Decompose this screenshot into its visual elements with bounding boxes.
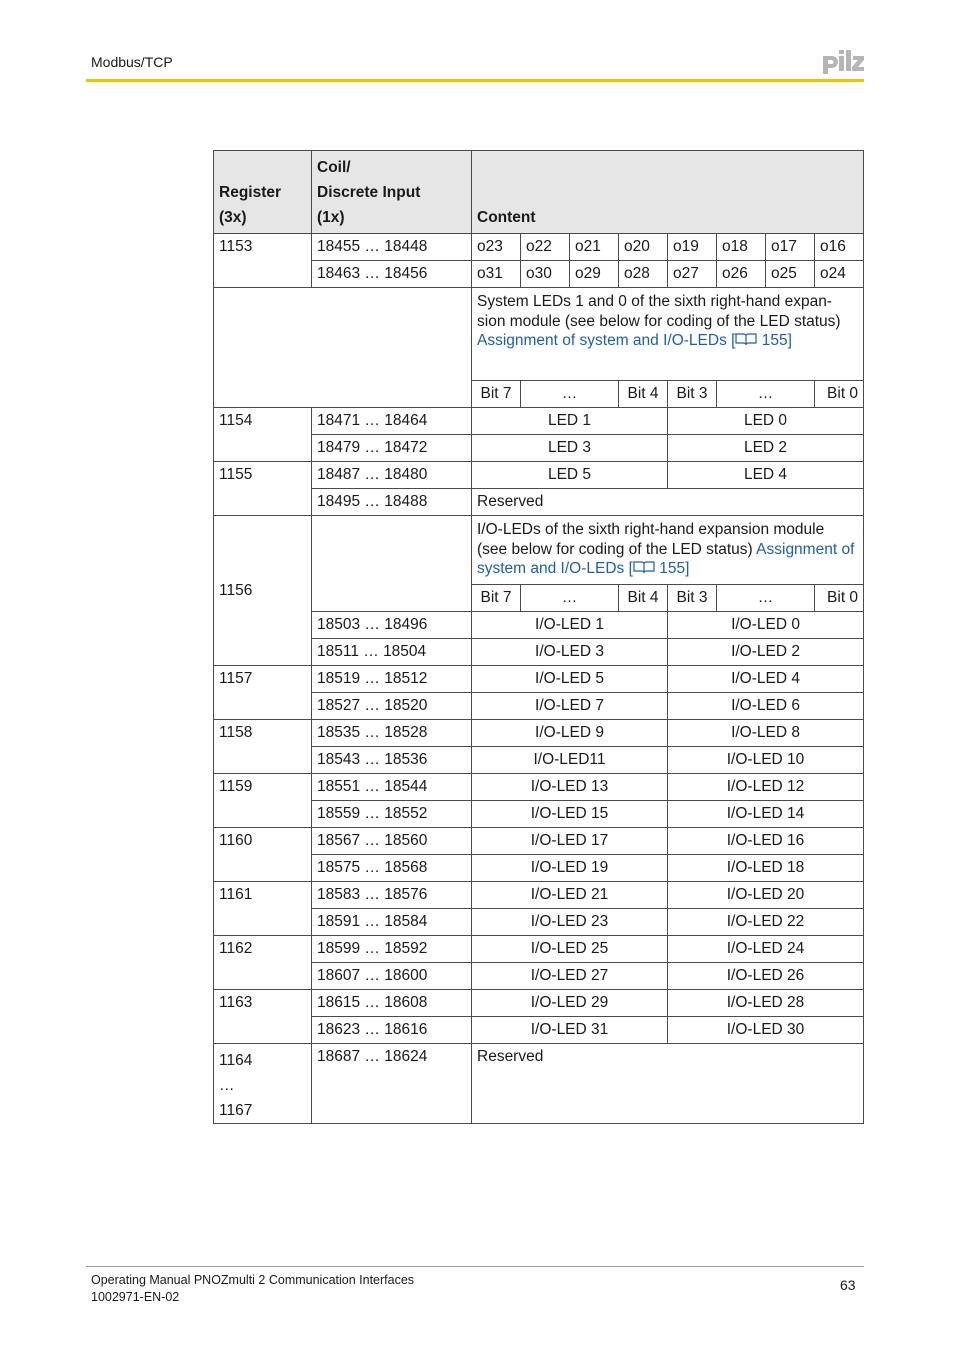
- bit-label: Bit 4: [619, 381, 668, 408]
- led-cell: I/O-LED 29: [472, 990, 668, 1017]
- page-number: 63: [840, 1277, 856, 1293]
- led-cell: I/O-LED 17: [472, 828, 668, 855]
- led-cell: LED 2: [668, 435, 864, 462]
- running-header-title: Modbus/TCP: [91, 54, 173, 70]
- range-cell: 18623 … 18616: [312, 1017, 472, 1044]
- header-content: Content: [472, 151, 864, 234]
- bit-cell: o17: [766, 234, 815, 261]
- led-cell: LED 1: [472, 408, 668, 435]
- bit-label: …: [521, 381, 619, 408]
- table-row: [214, 288, 864, 381]
- range-cell: 18687 … 18624: [312, 1044, 472, 1124]
- range-cell: 18511 … 18504: [312, 639, 472, 666]
- bit-cell: o18: [717, 234, 766, 261]
- header-rule: [86, 79, 864, 82]
- bit-label: …: [717, 585, 815, 612]
- bit-cell: o20: [619, 234, 668, 261]
- bit-cell: o25: [766, 261, 815, 288]
- footer-rule: [86, 1266, 864, 1267]
- range-cell: 18575 … 18568: [312, 855, 472, 882]
- bit-label: Bit 7: [472, 381, 521, 408]
- led-cell: I/O-LED 5: [472, 666, 668, 693]
- range-cell: 18615 … 18608: [312, 990, 472, 1017]
- led-cell: LED 5: [472, 462, 668, 489]
- reserved-cell: Reserved: [472, 1044, 864, 1124]
- led-cell: LED 3: [472, 435, 668, 462]
- range-cell: 18495 … 18488: [312, 489, 472, 516]
- register-cell: 1157: [214, 666, 312, 720]
- range-cell: 18479 … 18472: [312, 435, 472, 462]
- assignment-link[interactable]: Assignment of system and I/O-LEDs [ 155]: [477, 540, 855, 577]
- bit-cell: o26: [717, 261, 766, 288]
- table-row: [214, 693, 864, 720]
- assignment-link[interactable]: Assignment of system and I/O-LEDs [ 155]: [477, 332, 792, 349]
- bit-label: Bit 0: [815, 585, 864, 612]
- table-row: [214, 261, 864, 288]
- bit-label: …: [521, 585, 619, 612]
- led-cell: I/O-LED 9: [472, 720, 668, 747]
- register-cell: 1153: [214, 234, 312, 288]
- led-cell: I/O-LED 14: [668, 801, 864, 828]
- book-icon: [735, 332, 757, 346]
- table-row: [214, 1017, 864, 1044]
- bit-cell: o30: [521, 261, 570, 288]
- led-cell: I/O-LED 25: [472, 936, 668, 963]
- led-cell: I/O-LED 27: [472, 963, 668, 990]
- led-cell: I/O-LED 7: [472, 693, 668, 720]
- led-cell: I/O-LED 15: [472, 801, 668, 828]
- bit-cell: o24: [815, 261, 864, 288]
- range-cell: 18583 … 18576: [312, 882, 472, 909]
- range-cell: 18527 … 18520: [312, 693, 472, 720]
- led-cell: I/O-LED 10: [668, 747, 864, 774]
- register-cell: 1163: [214, 990, 312, 1044]
- led-cell: I/O-LED 4: [668, 666, 864, 693]
- range-cell: 18607 … 18600: [312, 963, 472, 990]
- range-cell: 18599 … 18592: [312, 936, 472, 963]
- bit-label: …: [717, 381, 815, 408]
- bit-label: Bit 3: [668, 381, 717, 408]
- range-cell: 18519 … 18512: [312, 666, 472, 693]
- table-row: [214, 435, 864, 462]
- table-row: [214, 774, 864, 801]
- led-cell: LED 0: [668, 408, 864, 435]
- range-cell: 18567 … 18560: [312, 828, 472, 855]
- led-cell: I/O-LED 24: [668, 936, 864, 963]
- bit-label: Bit 4: [619, 585, 668, 612]
- bit-label: Bit 0: [815, 381, 864, 408]
- led-cell: I/O-LED 0: [668, 612, 864, 639]
- header-coil: Coil/ Discrete Input (1x): [312, 151, 472, 234]
- range-cell: 18455 … 18448: [312, 234, 472, 261]
- register-cell: 1160: [214, 828, 312, 882]
- table-row: [214, 489, 864, 516]
- table-row: [214, 462, 864, 489]
- led-cell: I/O-LED 26: [668, 963, 864, 990]
- led-cell: I/O-LED 20: [668, 882, 864, 909]
- table-row: [214, 612, 864, 639]
- led-cell: I/O-LED 30: [668, 1017, 864, 1044]
- table-row: [214, 882, 864, 909]
- register-table: [213, 150, 864, 1124]
- bit-cell: o23: [472, 234, 521, 261]
- table-row: [214, 747, 864, 774]
- led-cell: LED 4: [668, 462, 864, 489]
- empty-cell: [312, 516, 472, 612]
- register-cell: 1158: [214, 720, 312, 774]
- range-cell: 18535 … 18528: [312, 720, 472, 747]
- led-cell: I/O-LED 3: [472, 639, 668, 666]
- bit-cell: o29: [570, 261, 619, 288]
- header-register: Register (3x): [214, 151, 312, 234]
- book-icon: [633, 560, 655, 574]
- range-cell: 18543 … 18536: [312, 747, 472, 774]
- table-row: [214, 516, 864, 585]
- led-cell: I/O-LED 23: [472, 909, 668, 936]
- bit-cell: o21: [570, 234, 619, 261]
- footer-manual-title: Operating Manual PNOZmulti 2 Communication Interfaces: [91, 1273, 415, 1287]
- table-header-row: [214, 151, 864, 234]
- pilz-logo-icon: [822, 50, 864, 76]
- register-cell: 1164 … 1167: [214, 1044, 312, 1124]
- led-cell: I/O-LED 22: [668, 909, 864, 936]
- register-cell: 1159: [214, 774, 312, 828]
- bit-cell: o31: [472, 261, 521, 288]
- led-cell: I/O-LED 16: [668, 828, 864, 855]
- led-cell: I/O-LED 6: [668, 693, 864, 720]
- range-cell: 18503 … 18496: [312, 612, 472, 639]
- table-row: [214, 1044, 864, 1124]
- table-row: [214, 990, 864, 1017]
- range-cell: 18463 … 18456: [312, 261, 472, 288]
- led-cell: I/O-LED 28: [668, 990, 864, 1017]
- table-row: [214, 909, 864, 936]
- led-cell: I/O-LED 19: [472, 855, 668, 882]
- bit-cell: o22: [521, 234, 570, 261]
- bit-cell: o28: [619, 261, 668, 288]
- reserved-cell: Reserved: [472, 489, 864, 516]
- table-row: [214, 234, 864, 261]
- table-row: [214, 936, 864, 963]
- register-cell: 1154: [214, 408, 312, 462]
- range-cell: 18551 … 18544: [312, 774, 472, 801]
- system-leds-description: System LEDs 1 and 0 of the sixth right-hand expan-sion module (see below for coding of the LED status) Assignment of system and I/O-LEDs [ 155]: [472, 288, 864, 381]
- register-cell: 1156: [214, 516, 312, 666]
- footer-doc-number: 1002971-EN-02: [91, 1290, 180, 1304]
- led-cell: I/O-LED11: [472, 747, 668, 774]
- register-cell: 1155: [214, 462, 312, 516]
- bit-label: Bit 7: [472, 585, 521, 612]
- table-row: [214, 639, 864, 666]
- range-cell: 18591 … 18584: [312, 909, 472, 936]
- table-row: [214, 666, 864, 693]
- table-row: [214, 801, 864, 828]
- led-cell: I/O-LED 1: [472, 612, 668, 639]
- led-cell: I/O-LED 2: [668, 639, 864, 666]
- table-row: [214, 408, 864, 435]
- table-row: [214, 855, 864, 882]
- table-row: [214, 720, 864, 747]
- empty-cell: [214, 288, 472, 408]
- led-cell: I/O-LED 12: [668, 774, 864, 801]
- led-cell: I/O-LED 18: [668, 855, 864, 882]
- bit-cell: o19: [668, 234, 717, 261]
- led-cell: I/O-LED 21: [472, 882, 668, 909]
- range-cell: 18471 … 18464: [312, 408, 472, 435]
- led-cell: I/O-LED 8: [668, 720, 864, 747]
- table-row: [214, 963, 864, 990]
- range-cell: 18559 … 18552: [312, 801, 472, 828]
- register-cell: 1161: [214, 882, 312, 936]
- bit-cell: o27: [668, 261, 717, 288]
- bit-label: Bit 3: [668, 585, 717, 612]
- register-cell: 1162: [214, 936, 312, 990]
- led-cell: I/O-LED 31: [472, 1017, 668, 1044]
- led-cell: I/O-LED 13: [472, 774, 668, 801]
- range-cell: 18487 … 18480: [312, 462, 472, 489]
- io-leds-description: I/O-LEDs of the sixth right-hand expansion module (see below for coding of the LED status) Assignment of system and I/O-LEDs [ 155]: [472, 516, 864, 585]
- bit-cell: o16: [815, 234, 864, 261]
- table-row: [214, 828, 864, 855]
